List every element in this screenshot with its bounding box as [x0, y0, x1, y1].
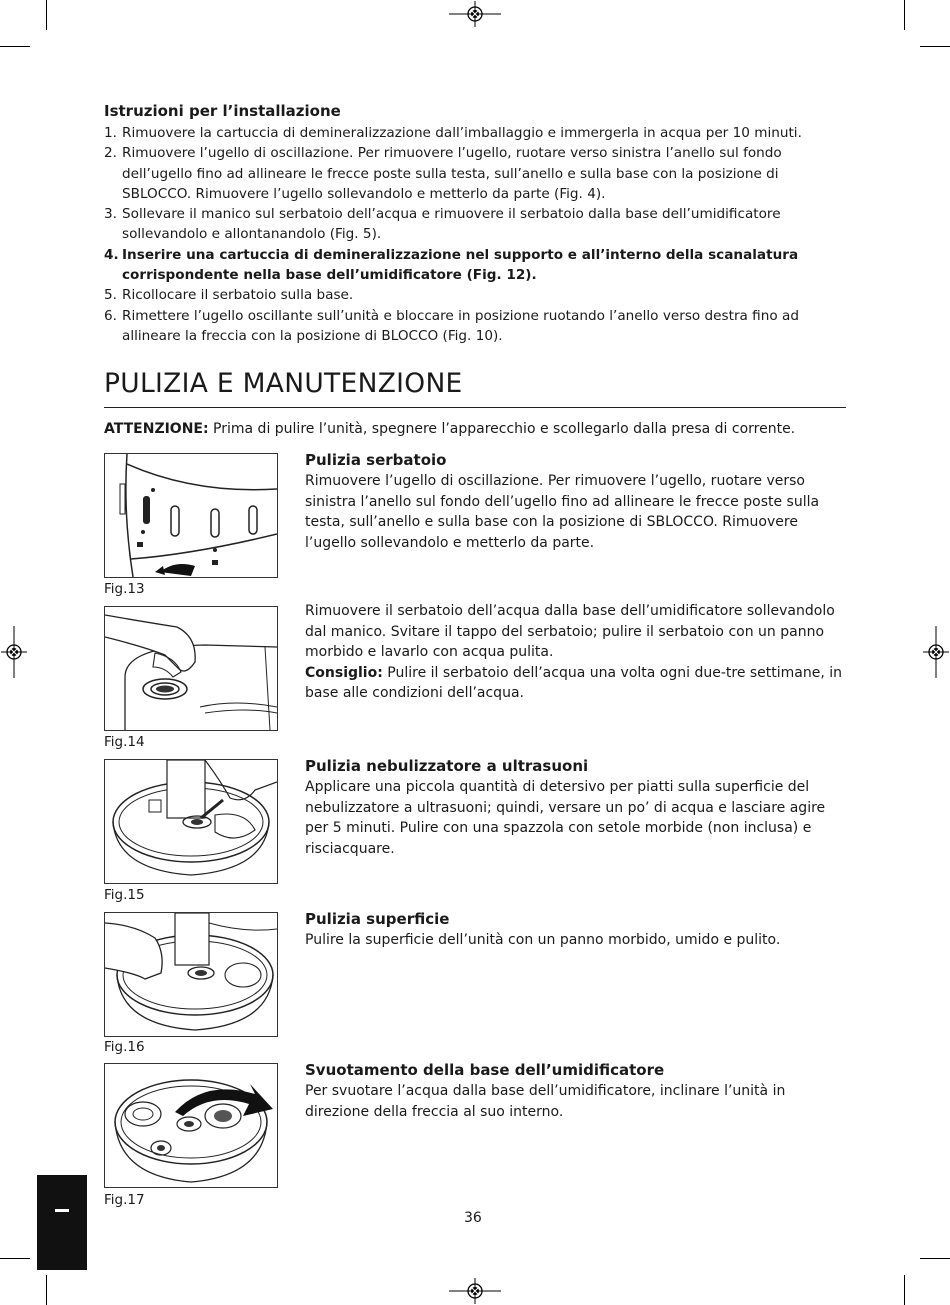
step-text: Rimuovere la cartuccia di demineralizzazione dall’imballaggio e immergerla in acqua per 10 minuti.	[122, 125, 802, 141]
language-side-tab	[37, 1175, 87, 1270]
install-steps-list	[104, 123, 849, 346]
section-heading: Pulizia superficie	[305, 910, 450, 928]
title-rule	[104, 407, 846, 408]
crop-mark	[904, 1275, 905, 1305]
figure-15-image	[104, 759, 278, 884]
section-heading: Pulizia serbatoio	[305, 451, 447, 469]
install-heading: Istruzioni per l’installazione	[104, 102, 341, 120]
page-number: 36	[464, 1210, 482, 1226]
step-number: 5.	[104, 287, 117, 304]
tip-text: Pulire il serbatoio dell’acqua una volta ogni due-tre settimane, in base alle condizioni dell’acqua.	[305, 664, 843, 701]
surface-cleaning-block	[305, 909, 845, 951]
figure-13-image	[104, 453, 278, 578]
tip-paragraph	[305, 663, 845, 704]
step-number: 2.	[104, 145, 117, 162]
registration-mark-icon	[1, 626, 27, 678]
figure-caption: Fig.15	[104, 887, 145, 903]
registration-mark-icon	[449, 1, 501, 27]
section-title: PULIZIA E MANUTENZIONE	[104, 368, 463, 399]
tank-cleaning-block	[305, 450, 845, 553]
empty-base-block	[305, 1060, 845, 1122]
crop-mark	[920, 1258, 950, 1259]
list-item	[104, 285, 849, 305]
figure-caption: Fig.13	[104, 581, 145, 597]
crop-mark	[920, 46, 950, 47]
registration-mark-icon	[923, 626, 949, 678]
step-number: 3.	[104, 206, 117, 223]
figure-caption: Fig.17	[104, 1192, 145, 1208]
registration-mark-icon	[449, 1278, 501, 1304]
step-text: Rimuovere l’ugello di oscillazione. Per rimuovere l’ugello, ruotare verso sinistra l’anello sul fondo dell’ugello fino ad allineare le frecce poste sulla testa, sull’anello e sulla base con la posizione di SBLOCCO. Rimuovere l’ugello sollevandolo e metterlo da parte (Fig. 4).	[122, 145, 782, 202]
step-text: Ricollocare il serbatoio sulla base.	[122, 287, 354, 304]
attention-note	[104, 421, 795, 437]
paragraph: Applicare una piccola quantità di detersivo per piatti sulla superficie del nebulizzatore a ultrasuoni; quindi, versare un po’ di acqua e lasciare agire per 5 minuti. Pulire con una spazzola con setole morbide (non inclusa) e risciacquare.	[305, 779, 826, 857]
paragraph: Per svuotare l’acqua dalla base dell’umidificatore, inclinare l’unità in direzione della freccia al suo interno.	[305, 1083, 786, 1120]
crop-mark	[904, 0, 905, 30]
list-item	[104, 143, 849, 204]
section-heading: Svuotamento della base dell’umidificatore	[305, 1061, 665, 1079]
attention-text: Prima di pulire l’unità, spegnere l’apparecchio e scollegarlo dalla presa di corrente.	[208, 421, 796, 437]
tip-label: Consiglio:	[305, 664, 383, 681]
figure-caption: Fig.14	[104, 734, 145, 750]
crop-mark	[0, 46, 30, 47]
step-number: 1.	[104, 125, 117, 141]
crop-mark	[46, 0, 47, 30]
list-item	[104, 306, 849, 347]
step-number: 6.	[104, 307, 117, 324]
figure-caption: Fig.16	[104, 1039, 145, 1055]
step-text: Inserire una cartuccia di demineralizzazione nel supporto e all’interno della scanalatura corrispondente nella base dell’umidificatore (Fig. 12).	[122, 246, 799, 284]
paragraph: Rimuovere l’ugello di oscillazione. Per rimuovere l’ugello, ruotare verso sinistra l’anello sul fondo dell’ugello fino ad allineare le frecce poste sulla testa, sull’anello e sulla base con la posizione di SBLOCCO. Rimuovere l’ugello sollevandolo e metterlo da parte.	[305, 473, 820, 551]
figure-17-image	[104, 1063, 278, 1188]
crop-mark	[0, 1258, 30, 1259]
list-item	[104, 204, 849, 245]
step-number: 4.	[104, 246, 119, 263]
step-text: Rimettere l’ugello oscillante sull’unità e bloccare in posizione ruotando l’anello verso destra fino ad allineare la freccia con la posizione di BLOCCO (Fig. 10).	[122, 307, 799, 344]
nebulizer-cleaning-block	[305, 756, 845, 859]
figure-14-image	[104, 606, 278, 731]
side-tab-dash	[55, 1209, 69, 1212]
paragraph: Pulire la superficie dell’unità con un panno morbido, umido e pulito.	[305, 932, 781, 948]
tank-cleaning-continued	[305, 601, 845, 704]
section-heading: Pulizia nebulizzatore a ultrasuoni	[305, 757, 589, 775]
list-item	[104, 245, 849, 286]
figure-16-image	[104, 912, 278, 1037]
crop-mark	[46, 1275, 47, 1305]
list-item	[104, 123, 849, 143]
attention-label: ATTENZIONE:	[104, 421, 209, 437]
step-text: Sollevare il manico sul serbatoio dell’acqua e rimuovere il serbatoio dalla base dell’umidificatore sollevandolo e allontanandolo (Fig. 5).	[122, 206, 781, 243]
paragraph: Rimuovere il serbatoio dell’acqua dalla base dell’umidificatore sollevandolo dal manico. Svitare il tappo del serbatoio; pulire il serbatoio con un panno morbido e lavarlo con acqua pulita.	[305, 603, 835, 660]
